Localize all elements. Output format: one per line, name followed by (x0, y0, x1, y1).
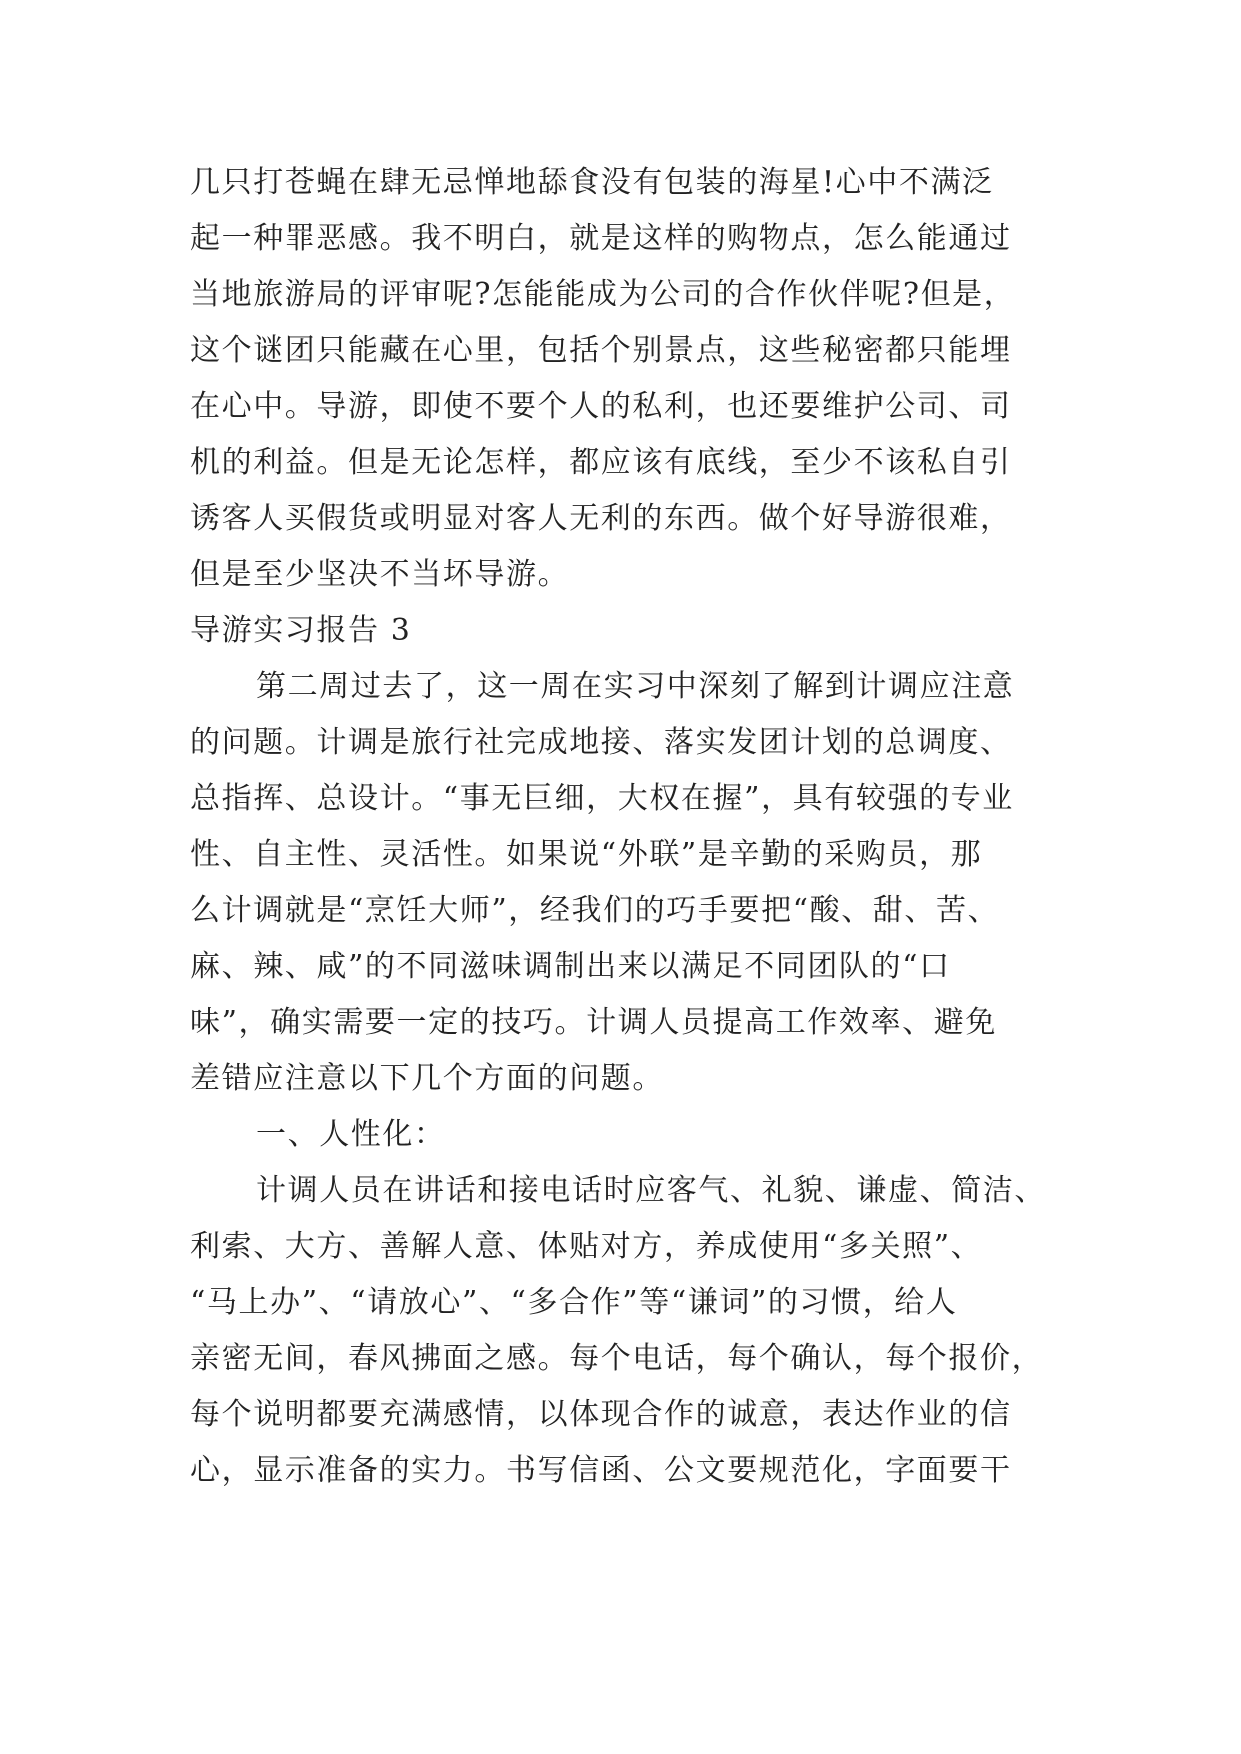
text-line: 起一种罪恶感。我不明白，就是这样的购物点，怎么能通过 (190, 221, 1012, 256)
text-line: 诱客人买假货或明显对客人无利的东西。做个好导游很难， (190, 501, 1012, 536)
text-line: 但是至少坚决不当坏导游。 (190, 557, 570, 592)
text-line: 心，显示准备的实力。书写信函、公文要规范化，字面要干 (190, 1453, 1012, 1488)
text-line: 么计调就是“烹饪大师”，经我们的巧手要把“酸、甜、苦、 (190, 893, 1000, 928)
text-line: 当地旅游局的评审呢?怎能能成为公司的合作伙伴呢?但是， (190, 277, 1016, 312)
text-line: 在心中。导游，即使不要个人的私利，也还要维护公司、司 (190, 389, 1012, 424)
text-line: 机的利益。但是无论怎样，都应该有底线，至少不该私自引 (190, 445, 1012, 480)
document-body (190, 155, 1060, 1499)
text-line: 差错应注意以下几个方面的问题。 (190, 1061, 664, 1096)
text-line: “马上办”、“请放心”、“多合作”等“谦词”的习惯，给人 (190, 1285, 958, 1320)
text-line: 性、自主性、灵活性。如果说“外联”是辛勤的采购员，那 (190, 837, 983, 872)
paragraph-first-line: 第二周过去了，这一周在实习中深刻了解到计调应注意 (256, 669, 1015, 704)
text-line: 总指挥、总设计。“事无巨细，大权在握”，具有较强的专业 (190, 781, 1014, 816)
text-line: 味”，确实需要一定的技巧。计调人员提高工作效率、避免 (190, 1005, 997, 1040)
text-line: 麻、辣、咸”的不同滋味调制出来以满足不同团队的“口 (190, 949, 951, 984)
text-line: 亲密无间，春风拂面之感。每个电话，每个确认，每个报价， (190, 1341, 1044, 1376)
subsection-heading: 一、人性化： (256, 1117, 446, 1152)
paragraph-first-line: 计调人员在讲话和接电话时应客气、礼貌、谦虚、简洁、 (256, 1173, 1046, 1208)
text-line: 的问题。计调是旅行社完成地接、落实发团计划的总调度、 (190, 725, 1012, 760)
text-line: 几只打苍蝇在肆无忌惮地舔食没有包装的海星!心中不满泛 (190, 165, 994, 200)
text-line: 利索、大方、善解人意、体贴对方，养成使用“多关照”、 (190, 1229, 983, 1264)
section-heading: 导游实习报告 3 (190, 613, 412, 648)
text-line: 每个说明都要充满感情，以体现合作的诚意，表达作业的信 (190, 1397, 1012, 1432)
text-line: 这个谜团只能藏在心里，包括个别景点，这些秘密都只能埋 (190, 333, 1012, 368)
